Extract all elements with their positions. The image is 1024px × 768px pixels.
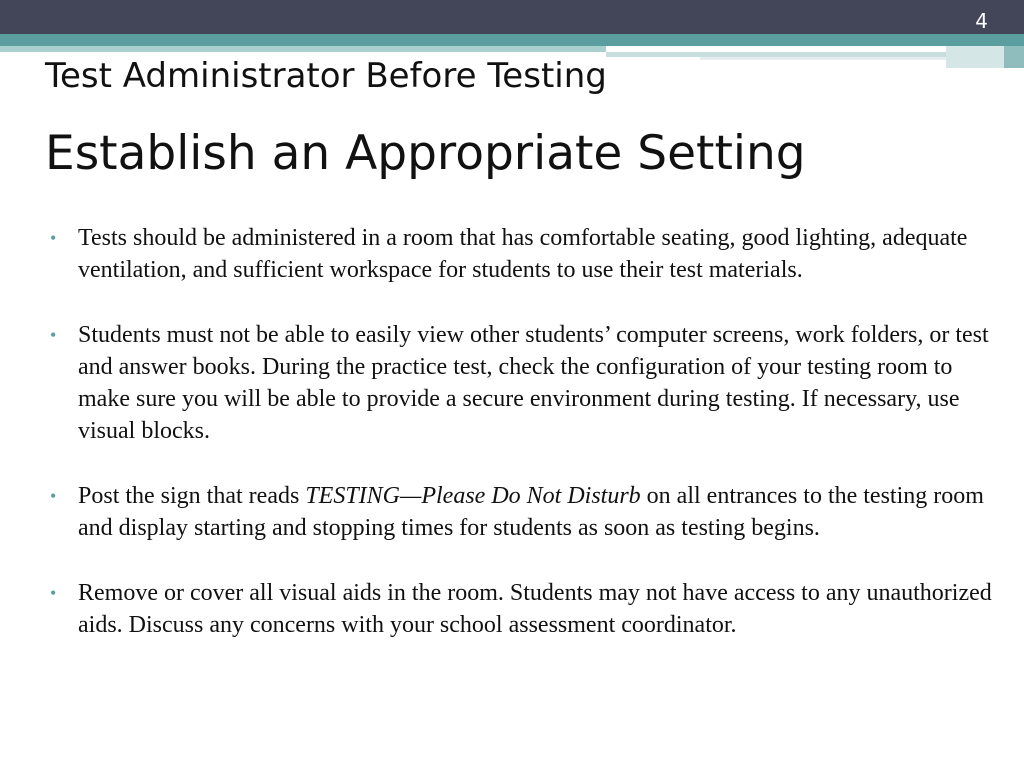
header-bar [0, 0, 1024, 34]
bullet-text: Tests should be administered in a room that has comfortable seating, good lighting, adequate ventilation, and sufficient workspace for students to use their test materials. [78, 225, 968, 283]
bullet-text: Students must not be able to easily view other students’ computer screens, work folders, or test and answer books. During the practice test, check the configuration of your testing room to make sure you will be able to provide a secure environment during testing. If necessary, use visual blocks. [78, 322, 989, 444]
bullet-item [50, 480, 1005, 544]
bullet-dot-icon: • [50, 325, 57, 345]
bullet-text: on all entrances to the testing room and display starting and stopping times for students as soon as testing begins. [78, 483, 984, 541]
bullet-text: Remove or cover all visual aids in the room. Students may not have access to any unauthorized aids. Discuss any concerns with your school assessment coordinator. [78, 580, 992, 638]
header-accent-block [1004, 46, 1024, 68]
page-number: 4 [975, 9, 988, 33]
bullet-text: Post the sign that reads [78, 483, 306, 509]
slide-subtitle: Test Administrator Before Testing [45, 56, 607, 96]
bullet-item [50, 222, 1005, 286]
bullet-dot-icon: • [50, 583, 57, 603]
bullet-item [50, 319, 1005, 447]
bullet-item [50, 577, 1005, 641]
slide-title: Establish an Appropriate Setting [45, 126, 806, 181]
header-accent-band [0, 34, 1024, 46]
sign-text-emphasis: TESTING—Please Do Not Disturb [305, 483, 641, 509]
header-accent-line [700, 57, 946, 60]
bullet-list [50, 222, 1005, 674]
bullet-dot-icon: • [50, 228, 57, 248]
bullet-dot-icon: • [50, 486, 57, 506]
